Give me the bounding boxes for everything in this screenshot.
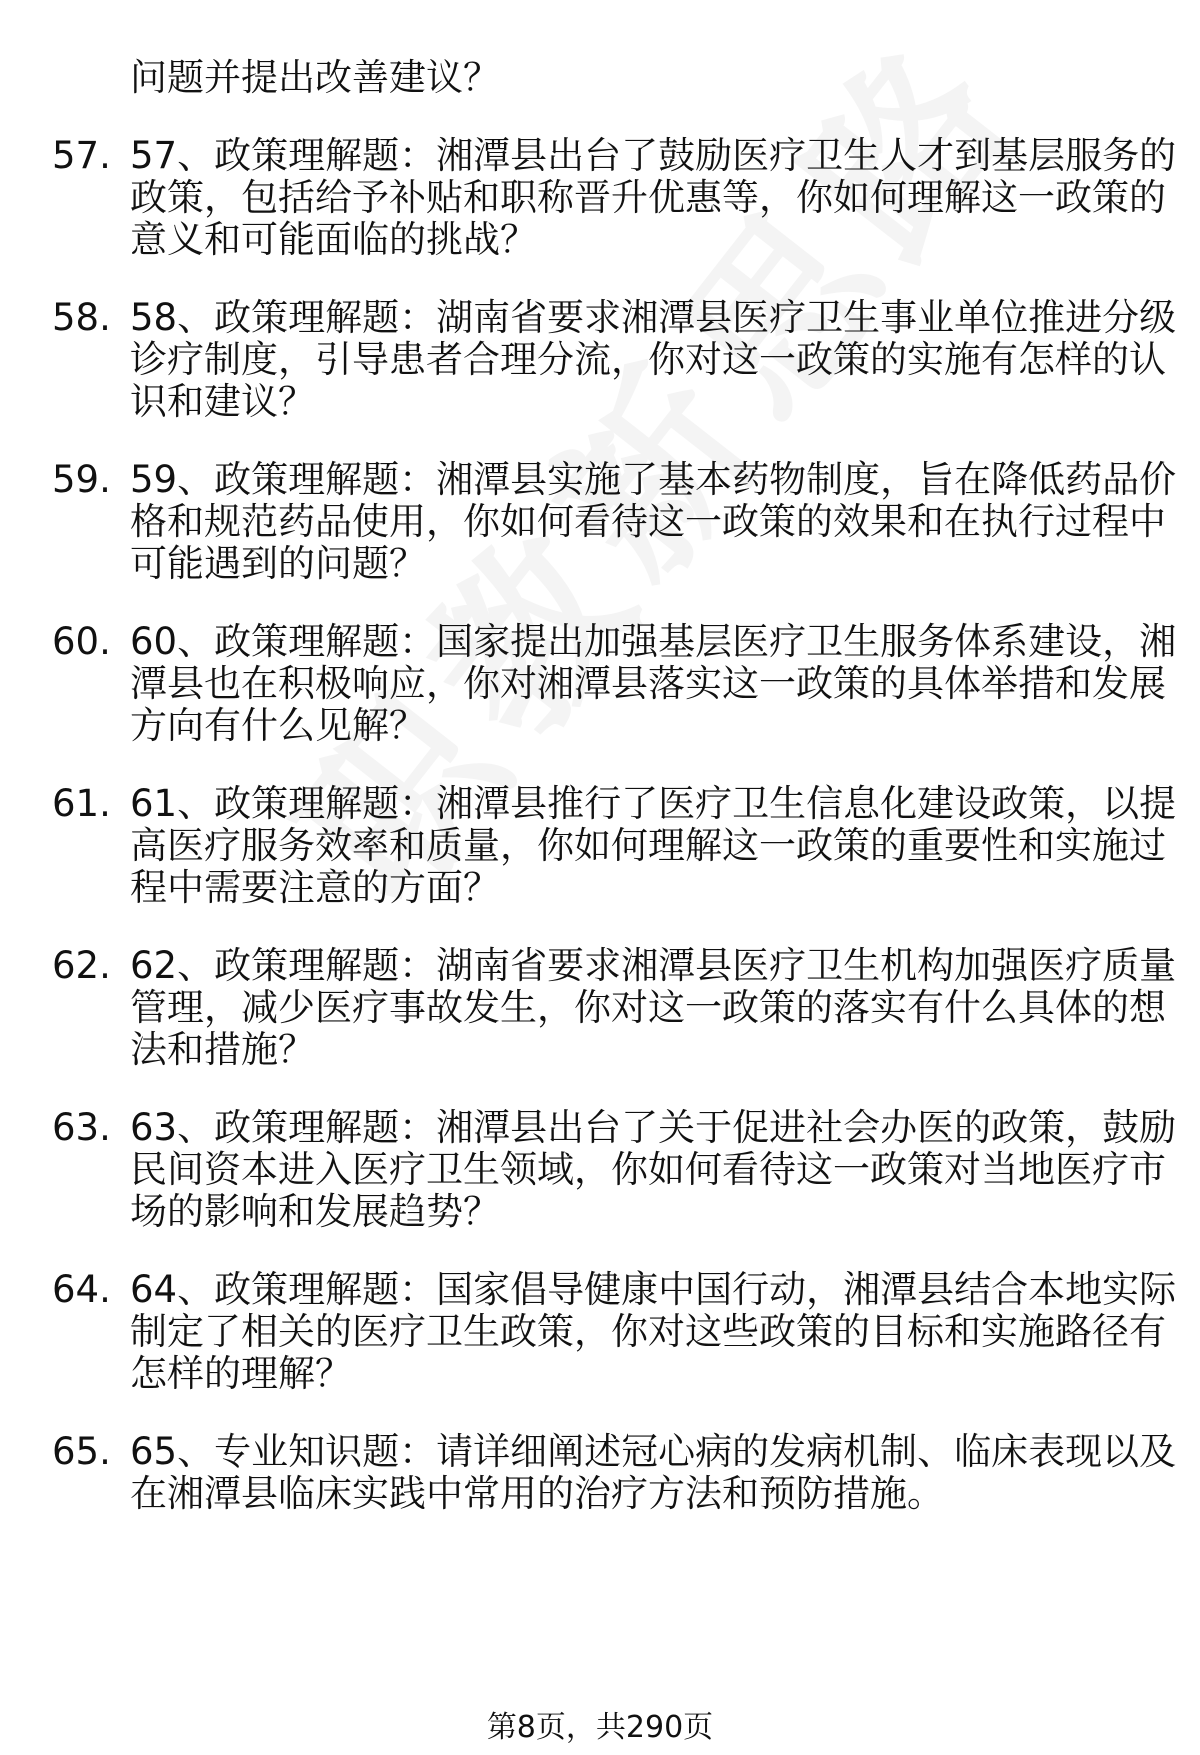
question-number: 60. (52, 620, 111, 663)
question-line: 潭县也在积极响应，你对湘潭县落实这一政策的具体举措和发展 (130, 662, 1166, 705)
question-line: 怎样的理解？ (130, 1352, 352, 1395)
question-line: 64、政策理解题：国家倡导健康中国行动，湘潭县结合本地实际 (130, 1268, 1177, 1311)
question-number: 62. (52, 944, 111, 987)
question-line: 59、政策理解题：湘潭县实施了基本药物制度，旨在降低药品价 (130, 458, 1177, 501)
question-line: 法和措施？ (130, 1028, 315, 1071)
question-line: 格和规范药品使用，你如何看待这一政策的效果和在执行过程中 (130, 500, 1166, 543)
question-line: 62、政策理解题：湖南省要求湘潭县医疗卫生机构加强医疗质量 (130, 944, 1177, 987)
question-number: 59. (52, 458, 111, 501)
question-line: 程中需要注意的方面？ (130, 866, 500, 909)
question-line: 政策，包括给予补贴和职称晋升优惠等，你如何理解这一政策的 (130, 176, 1166, 219)
page-footer: 第8页，共290页 (486, 1710, 714, 1745)
question-line: 方向有什么见解？ (130, 704, 426, 747)
question-line: 57、政策理解题：湘潭县出台了鼓励医疗卫生人才到基层服务的 (130, 134, 1177, 177)
question-line: 在湘潭县临床实践中常用的治疗方法和预防措施。 (130, 1472, 944, 1515)
question-line: 诊疗制度，引导患者合理分流，你对这一政策的实施有怎样的认 (130, 338, 1166, 381)
question-line: 管理，减少医疗事故发生，你对这一政策的落实有什么具体的想 (130, 986, 1166, 1029)
question-number: 63. (52, 1106, 111, 1149)
question-number: 64. (52, 1268, 111, 1311)
question-number: 61. (52, 782, 111, 825)
question-line: 制定了相关的医疗卫生政策，你对这些政策的目标和实施路径有 (130, 1310, 1166, 1353)
question-line: 高医疗服务效率和质量，你如何理解这一政策的重要性和实施过 (130, 824, 1166, 867)
question-line: 61、政策理解题：湘潭县推行了医疗卫生信息化建设政策，以提 (130, 782, 1177, 825)
question-line: 意义和可能面临的挑战？ (130, 218, 537, 261)
continuation-line: 问题并提出改善建议？ (130, 56, 500, 99)
question-line: 60、政策理解题：国家提出加强基层医疗卫生服务体系建设，湘 (130, 620, 1177, 663)
question-line: 场的影响和发展趋势？ (130, 1190, 500, 1233)
question-line: 58、政策理解题：湖南省要求湘潭县医疗卫生事业单位推进分级 (130, 296, 1177, 339)
question-number: 58. (52, 296, 111, 339)
question-line: 65、专业知识题：请详细阐述冠心病的发病机制、临床表现以及 (130, 1430, 1177, 1473)
question-line: 民间资本进入医疗卫生领域，你如何看待这一政策对当地医疗市 (130, 1148, 1166, 1191)
question-number: 65. (52, 1430, 111, 1473)
question-line: 识和建议？ (130, 380, 315, 423)
question-line: 可能遇到的问题？ (130, 542, 426, 585)
question-line: 63、政策理解题：湘潭县出台了关于促进社会办医的政策，鼓励 (130, 1106, 1177, 1149)
question-number: 57. (52, 134, 111, 177)
